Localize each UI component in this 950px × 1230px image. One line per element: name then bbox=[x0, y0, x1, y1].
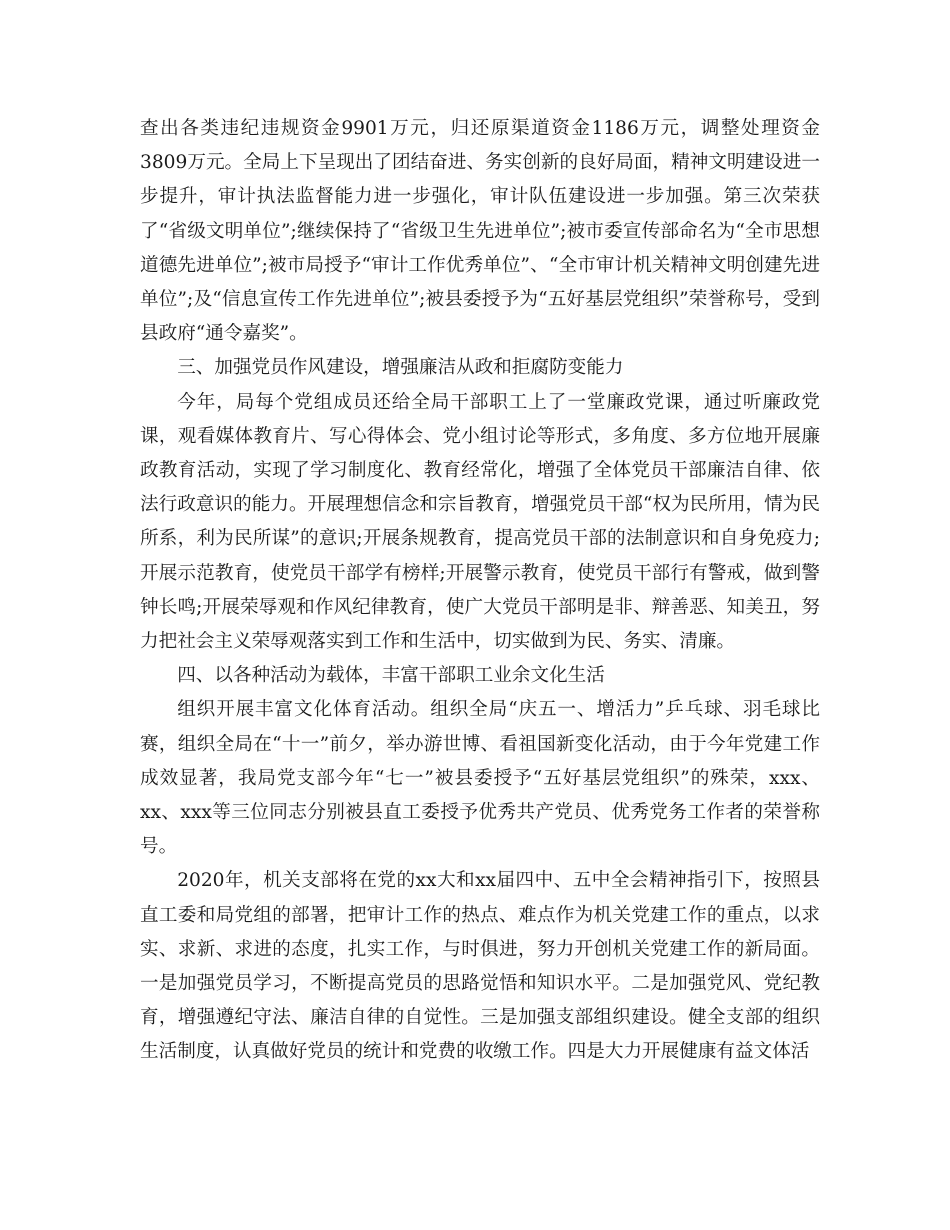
section-heading-four: 四、以各种活动为载体，丰富干部职工业余文化生活 bbox=[177, 665, 605, 687]
section-heading-three: 三、加强党员作风建设，增强廉洁从政和拒腐防变能力 bbox=[177, 357, 624, 379]
paragraph-cultural-activities: 组织开展丰富文化体育活动。组织全局“庆五一、增活力”乒乓球、羽毛球比赛，组织全局在“十一”前夕，举办游世博、看祖国新变化活动，由于今年党建工作成效显著，我局党支部今年“七一”被县委授予“五好基层党组织”的殊荣，xxx、xx、xxx等三位同志分别被县直工委授予优秀共产党员、优秀党务工作者的荣誉称号。 bbox=[140, 699, 820, 858]
document-body bbox=[140, 112, 820, 1070]
paragraph-continuation: 查出各类违纪违规资金9901万元，归还原渠道资金1186万元，调整处理资金3809万元。全局上下呈现出了团结奋进、务实创新的良好局面，精神文明建设进一步提升，审计执法监督能力进一步强化，审计队伍建设进一步加强。第三次荣获了“省级文明单位”;继续保持了“省级卫生先进单位”;被市委宣传部命名为“全市思想道德先进单位”;被市局授予“审计工作优秀单位”、“全市审计机关精神文明创建先进单位”;及“信息宣传工作先进单位”;被县委授予为“五好基层党组织”荣誉称号，受到县政府“通令嘉奖”。 bbox=[140, 118, 820, 345]
paragraph-integrity-education: 今年，局每个党组成员还给全局干部职工上了一堂廉政党课，通过听廉政党课，观看媒体教育片、写心得体会、党小组讨论等形式，多角度、多方位地开展廉政教育活动，实现了学习制度化、教育经常化，增强了全体党员干部廉洁自律、依法行政意识的能力。开展理想信念和宗旨教育，增强党员干部“权为民所用，情为民所系，利为民所谋”的意识;开展条规教育，提高党员干部的法制意识和自身免疫力;开展示范教育，使党员干部学有榜样;开展警示教育，使党员干部行有警戒，做到警钟长鸣;开展荣辱观和作风纪律教育，使广大党员干部明是非、辩善恶、知美丑，努力把社会主义荣辱观落实到工作和生活中，切实做到为民、务实、清廉。 bbox=[140, 391, 820, 653]
paragraph-2020-plan: 2020年，机关支部将在党的xx大和xx届四中、五中全会精神指引下，按照县直工委和局党组的部署，把审计工作的热点、难点作为机关党建工作的重点，以求实、求新、求进的态度，扎实工作，与时俱进，努力开创机关党建工作的新局面。一是加强党员学习，不断提高党员的思路觉悟和知识水平。二是加强党风、党纪教育，增强遵纪守法、廉洁自律的自觉性。三是加强支部组织建设。健全支部的组织生活制度，认真做好党员的统计和党费的收缴工作。四是大力开展健康有益文体活 bbox=[140, 870, 820, 1063]
